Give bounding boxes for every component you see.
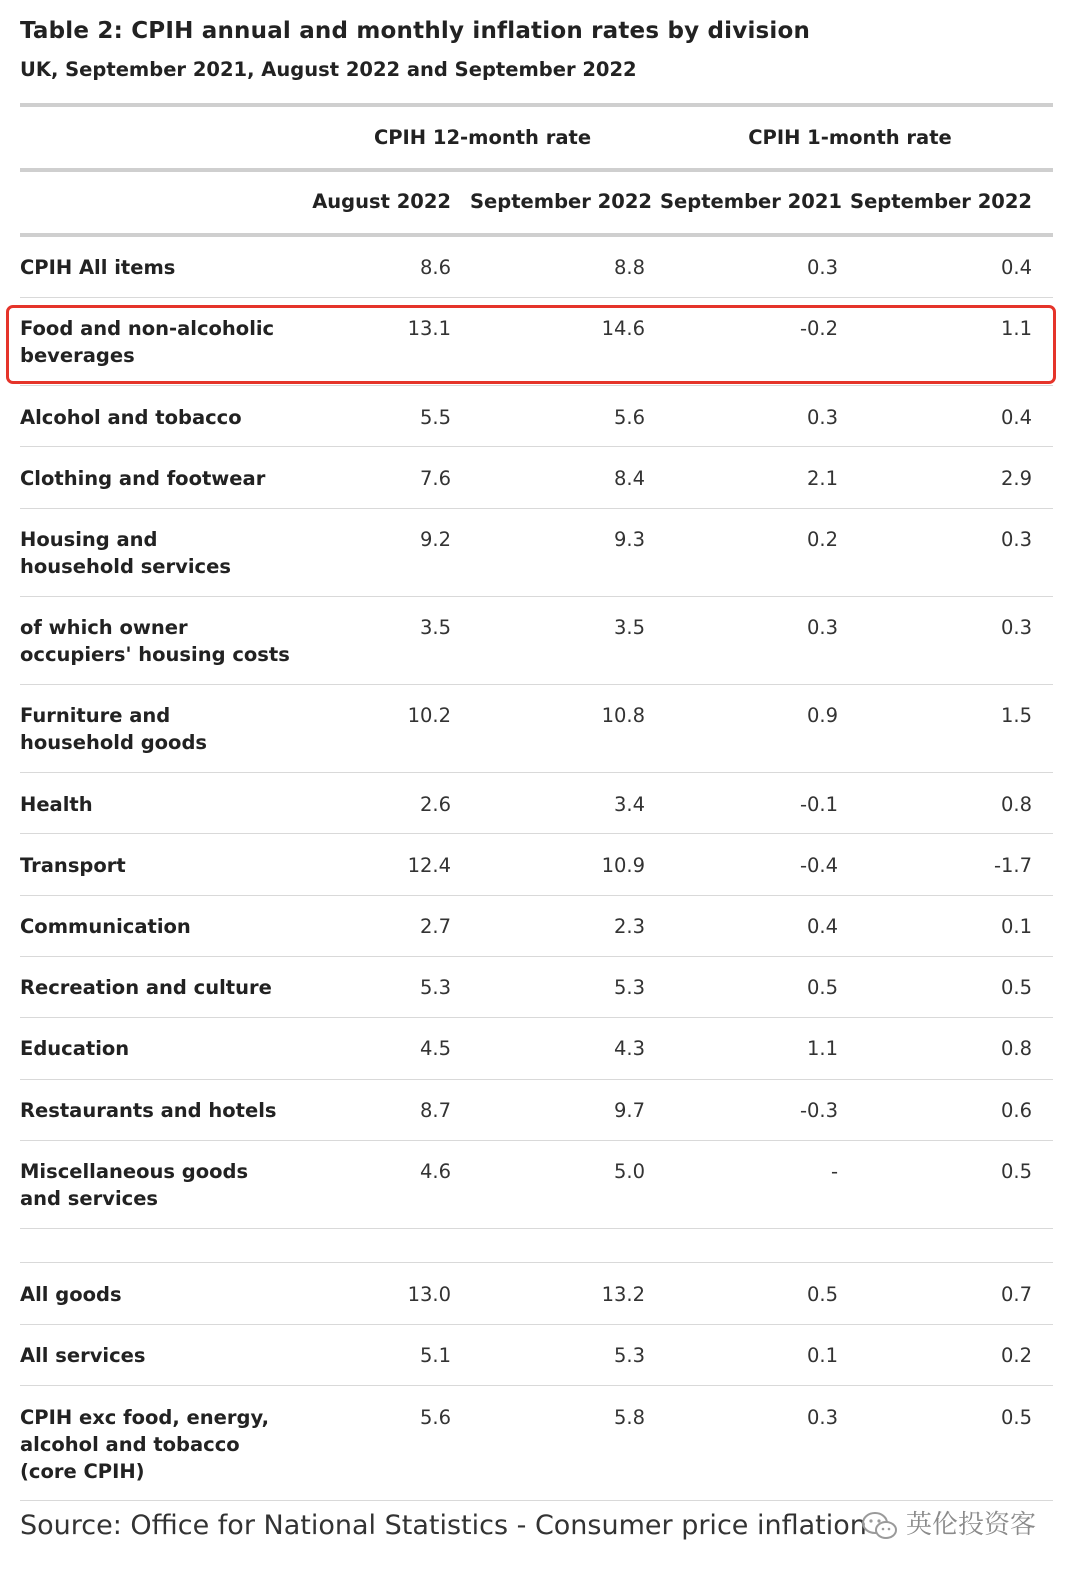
cell-value: 4.3 xyxy=(613,1037,645,1060)
cell-value: 3.5 xyxy=(613,616,645,639)
cell-value: 5.6 xyxy=(613,406,645,429)
cell-value: 1.1 xyxy=(1000,317,1032,340)
row-label: Clothing and footwear xyxy=(20,467,266,490)
cell-value: 0.5 xyxy=(806,1283,838,1306)
column-header-rule xyxy=(20,233,1053,237)
row-divider xyxy=(20,1140,1053,1141)
cell-value: 0.4 xyxy=(1000,406,1032,429)
cell-value: 13.0 xyxy=(407,1283,451,1306)
cell-value: 0.2 xyxy=(806,528,838,551)
cell-value: 8.7 xyxy=(419,1099,451,1122)
row-divider xyxy=(20,772,1053,773)
cell-value: -0.2 xyxy=(799,317,838,340)
cell-value: 0.8 xyxy=(1000,1037,1032,1060)
cell-value: 5.3 xyxy=(613,976,645,999)
row-divider xyxy=(20,1385,1053,1386)
row-label: Transport xyxy=(20,854,126,877)
row-divider xyxy=(20,895,1053,896)
cell-value: 2.1 xyxy=(806,467,838,490)
cell-value: -1.7 xyxy=(993,854,1032,877)
row-label: of which owner occupiers' housing costs xyxy=(20,616,290,666)
row-label: Education xyxy=(20,1037,130,1060)
cell-value: 3.4 xyxy=(613,793,645,816)
cell-value: 0.6 xyxy=(1000,1099,1032,1122)
row-label: Communication xyxy=(20,915,191,938)
cell-value: 8.6 xyxy=(419,256,451,279)
row-label: Alcohol and tobacco xyxy=(20,406,242,429)
cell-value: 10.8 xyxy=(601,704,645,727)
table-title: Table 2: CPIH annual and monthly inflation rates by division xyxy=(20,18,811,44)
table-subtitle: UK, September 2021, August 2022 and September 2022 xyxy=(20,58,637,81)
cell-value: 0.4 xyxy=(806,915,838,938)
row-label: Furniture and household goods xyxy=(20,704,208,754)
group-header-1-month: CPIH 1-month rate xyxy=(748,126,952,149)
cell-value: 5.0 xyxy=(613,1160,645,1183)
row-divider xyxy=(20,684,1053,685)
cell-value: -0.4 xyxy=(799,854,838,877)
cell-value: 10.2 xyxy=(407,704,451,727)
cell-value: 5.3 xyxy=(419,976,451,999)
row-label: All goods xyxy=(20,1283,122,1306)
cell-value: 5.5 xyxy=(419,406,451,429)
cell-value: 0.1 xyxy=(806,1344,838,1367)
cell-value: 0.5 xyxy=(1000,976,1032,999)
cell-value: 0.9 xyxy=(806,704,838,727)
column-header-sep-2021-monthly: September 2021 xyxy=(660,190,842,213)
cell-value: 13.1 xyxy=(407,317,451,340)
cell-value: 7.6 xyxy=(419,467,451,490)
cell-value: 9.3 xyxy=(613,528,645,551)
cell-value: 0.1 xyxy=(1000,915,1032,938)
cell-value: 5.6 xyxy=(419,1406,451,1429)
row-divider xyxy=(20,446,1053,447)
row-divider xyxy=(20,596,1053,597)
cell-value: 5.3 xyxy=(613,1344,645,1367)
row-divider xyxy=(20,297,1053,298)
row-label: Food and non-alcoholic beverages xyxy=(20,317,275,367)
cell-value: 0.3 xyxy=(806,256,838,279)
row-divider xyxy=(20,1324,1053,1325)
cell-value: 0.5 xyxy=(1000,1160,1032,1183)
cell-value: 13.2 xyxy=(601,1283,645,1306)
column-header-sep-2022-annual: September 2022 xyxy=(470,190,652,213)
row-divider xyxy=(20,1228,1053,1229)
cell-value: 1.1 xyxy=(806,1037,838,1060)
cell-value: 14.6 xyxy=(601,317,645,340)
row-label: CPIH All items xyxy=(20,256,176,279)
cell-value: 10.9 xyxy=(601,854,645,877)
watermark-text: 英伦投资客 xyxy=(906,1510,1037,1540)
cell-value: 1.5 xyxy=(1000,704,1032,727)
cell-value: 0.3 xyxy=(806,1406,838,1429)
row-divider xyxy=(20,1262,1053,1263)
row-divider xyxy=(20,833,1053,834)
cell-value: 4.5 xyxy=(419,1037,451,1060)
cell-value: 5.8 xyxy=(613,1406,645,1429)
cell-value: 0.3 xyxy=(1000,616,1032,639)
cell-value: 0.3 xyxy=(1000,528,1032,551)
cell-value: -0.3 xyxy=(799,1099,838,1122)
column-header-sep-2022-monthly: September 2022 xyxy=(850,190,1032,213)
cell-value: 2.9 xyxy=(1000,467,1032,490)
row-label: Miscellaneous goods and services xyxy=(20,1160,249,1210)
cell-value: 9.2 xyxy=(419,528,451,551)
cell-value: - xyxy=(830,1160,838,1183)
row-label: Health xyxy=(20,793,93,816)
cell-value: 0.5 xyxy=(1000,1406,1032,1429)
wechat-icon xyxy=(860,1511,900,1541)
cell-value: 0.4 xyxy=(1000,256,1032,279)
cell-value: 0.3 xyxy=(806,406,838,429)
cell-value: 0.5 xyxy=(806,976,838,999)
highlight-box xyxy=(6,305,1056,384)
group-header-rule xyxy=(20,168,1053,172)
row-divider xyxy=(20,1017,1053,1018)
cell-value: 3.5 xyxy=(419,616,451,639)
row-label: Restaurants and hotels xyxy=(20,1099,277,1122)
row-divider xyxy=(20,1079,1053,1080)
watermark xyxy=(860,1504,1036,1541)
row-label: All services xyxy=(20,1344,146,1367)
cell-value: 12.4 xyxy=(407,854,451,877)
cell-value: 0.7 xyxy=(1000,1283,1032,1306)
cell-value: 2.7 xyxy=(419,915,451,938)
row-divider xyxy=(20,956,1053,957)
header-top-rule xyxy=(20,103,1053,107)
cell-value: 0.8 xyxy=(1000,793,1032,816)
group-header-12-month: CPIH 12-month rate xyxy=(373,126,592,149)
cell-value: 8.4 xyxy=(613,467,645,490)
row-divider xyxy=(20,385,1053,386)
cell-value: 0.2 xyxy=(1000,1344,1032,1367)
source-note: Source: Office for National Statistics - Consumer price inflation xyxy=(20,1510,867,1541)
row-label: Recreation and culture xyxy=(20,976,272,999)
row-label: CPIH exc food, energy, alcohol and tobacco (core CPIH) xyxy=(20,1406,270,1483)
cell-value: 8.8 xyxy=(613,256,645,279)
cell-value: 0.3 xyxy=(806,616,838,639)
cell-value: 9.7 xyxy=(613,1099,645,1122)
table-bottom-rule xyxy=(20,1500,1053,1501)
row-label: Housing and household services xyxy=(20,528,231,578)
cell-value: -0.1 xyxy=(799,793,838,816)
cell-value: 2.6 xyxy=(419,793,451,816)
column-header-aug-2022: August 2022 xyxy=(312,190,451,213)
cell-value: 2.3 xyxy=(613,915,645,938)
cell-value: 4.6 xyxy=(419,1160,451,1183)
cell-value: 5.1 xyxy=(419,1344,451,1367)
row-divider xyxy=(20,508,1053,509)
